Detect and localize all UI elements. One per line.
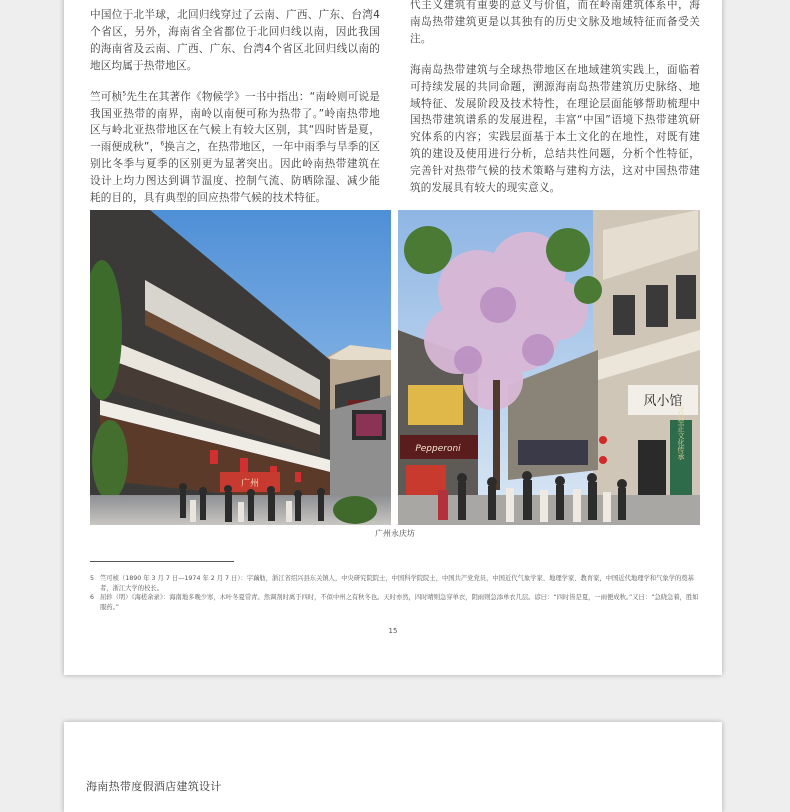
shop-sign-right: 风小馆 bbox=[643, 394, 683, 409]
shop-sign-left: 广州 bbox=[240, 479, 260, 489]
book-page-15 bbox=[64, 0, 722, 675]
photo-caption: 广州永庆坊 bbox=[375, 529, 415, 538]
footnote-text: 屈轸（明）《海槎余录》：海南地多晚少寒，木叶冬夏常青。然调剂时离于四时，不似中州之有秋冬也。天时亦然，四时晴则急穿单衣，阴雨则急添单衣几层。谚曰：“四时皆是夏，一雨便成秋。”又曰：“急晓急着，胜如服药。” bbox=[100, 594, 699, 611]
footnote-ref-6[interactable]: 6 bbox=[160, 140, 165, 148]
footnote-ref-5[interactable]: 5 bbox=[122, 90, 127, 98]
right-paragraph-1: 代主义建筑有重要的意义与价值，而在岭南建筑体系中，海南岛热带建筑更是以其独有的历史文脉及地域特征而备受关注。 bbox=[410, 0, 700, 45]
vertical-banner: 今日至正文化传承 bbox=[677, 404, 685, 460]
author-name: 竺可桢 bbox=[90, 90, 123, 103]
left-text-column bbox=[90, 7, 380, 221]
footnote-5 bbox=[90, 574, 702, 593]
footnote-text: 竺可桢（1890 年 3 月 7 日—1974 年 2 月 7 日）：字藕舫，浙江省绍兴县东关镇人，中央研究院院士，中国科学院院士，中国共产党党员，中国近代气象学家、地理学家、教育家，中国近代地理学和气象学的奠基者，浙江大学的校长。 bbox=[100, 575, 694, 592]
running-head-title: 海南热带度假酒店建筑设计 bbox=[86, 780, 222, 793]
page-number: 15 bbox=[388, 627, 398, 635]
street-photo-left bbox=[90, 210, 391, 525]
pepperoni-sign: Pepperoni bbox=[415, 444, 461, 454]
footnote-divider bbox=[90, 561, 234, 562]
street-photo-right-illustration bbox=[398, 210, 700, 525]
left-paragraph-2: 竺可桢$^5$先生在其著作《物候学》一书中指出：“南岭则可说是我国亚热带的南界，南岭以南便可称为热带了。”岭南热带地区与岭北亚热带地区在气候上有较大区别，其“四时皆是夏，一雨便成秋”，$^6$换言之，在热带地区，一年中雨季与旱季的区别比冬季与夏季的区别更为显著突出。因此岭南热带建筑在设计上均力图达到调节温度、控制气流、防晒除湿、减少能耗的目的，具有典型的回应热带气候的技术特征。 bbox=[90, 90, 381, 205]
footnotes bbox=[90, 574, 702, 612]
footnote-number: 5 bbox=[90, 575, 95, 582]
left-paragraph-1: 中国位于北半球，北回归线穿过了云南、广西、广东、台湾4个省区，另外，海南省全省都位于北回归线以南，因此我国的海南省及云南、广西、广东、台湾4个省区北回归线以南的地区均属于热带地区。 bbox=[90, 9, 380, 72]
right-text-column bbox=[410, 0, 700, 211]
book-page-next bbox=[64, 722, 722, 812]
street-photo-left-illustration bbox=[90, 210, 391, 525]
footnote-number: 6 bbox=[90, 594, 95, 602]
footnote-6 bbox=[90, 593, 702, 612]
right-paragraph-2: 海南岛热带建筑与全球热带地区在地域建筑实践上，面临着可持续发展的共同命题，溯源海南岛热带建筑历史脉络、地域特征、发展阶段及技术特性，在理论层面能够帮助梳理中国热带建筑谱系的发展进程，丰富“中国”语境下热带建筑研究体系的内容；实践层面基于本土文化的在地性，对既有建筑的建设及使用进行分析，总结共性问题，分析个性特征，完善针对热带气候的技术策略与建构方法，这对中国热带建筑的发展具有较大的现实意义。 bbox=[410, 63, 700, 195]
street-photo-right bbox=[398, 210, 700, 525]
